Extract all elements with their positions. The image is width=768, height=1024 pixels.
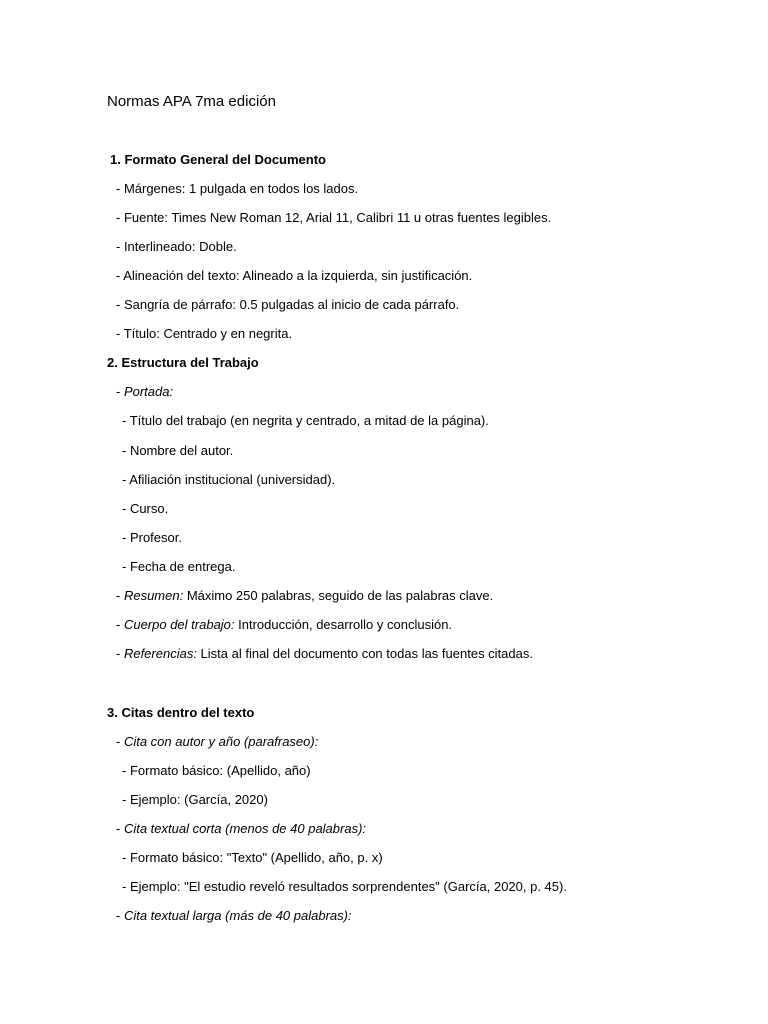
margins-item: - Márgenes: 1 pulgada en todos los lados. — [116, 181, 359, 196]
abstract-label: Resumen: — [123, 588, 184, 603]
body-dash: - — [116, 617, 124, 632]
cover-subitem: - Afiliación institucional (universidad). — [122, 472, 336, 487]
section-2-heading: 2. Estructura del Trabajo — [107, 355, 259, 370]
references-label: Referencias: — [123, 646, 197, 661]
long-quote-label: Cita textual larga (más de 40 palabras): — [123, 908, 352, 923]
cover-subitem: - Nombre del autor. — [122, 443, 234, 458]
font-item: - Fuente: Times New Roman 12, Arial 11, Calibri 11 u otras fuentes legibles. — [116, 210, 552, 225]
section-1-heading: 1. Formato General del Documento — [110, 152, 326, 167]
alignment-item: - Alineación del texto: Alineado a la izquierda, sin justificación. — [116, 268, 473, 283]
cover-item — [116, 383, 173, 401]
short-quote-dash: - — [116, 821, 124, 836]
body-text: Introducción, desarrollo y conclusión. — [234, 617, 453, 632]
paraphrase-item — [116, 733, 318, 751]
document-title: Normas APA 7ma edición — [107, 93, 276, 110]
spacing-item: - Interlineado: Doble. — [116, 239, 237, 254]
abstract-text: Máximo 250 palabras, seguido de las palabras clave. — [183, 588, 494, 603]
body-item — [116, 616, 452, 634]
abstract-item — [116, 587, 493, 605]
short-quote-format: - Formato básico: "Texto" (Apellido, año, p. x) — [122, 850, 383, 865]
short-quote-label: Cita textual corta (menos de 40 palabras): — [123, 821, 367, 836]
body-label: Cuerpo del trabajo: — [123, 617, 235, 632]
long-quote-item — [116, 907, 352, 925]
paraphrase-example: - Ejemplo: (García, 2020) — [122, 792, 268, 807]
cover-label: Portada: — [123, 384, 174, 399]
cover-subitem: - Curso. — [122, 501, 169, 516]
cover-dash: - — [116, 384, 124, 399]
title-format-item: - Título: Centrado y en negrita. — [116, 326, 293, 341]
cover-subitem: - Profesor. — [122, 530, 182, 545]
long-quote-dash: - — [116, 908, 124, 923]
paraphrase-label: Cita con autor y año (parafraseo): — [123, 734, 319, 749]
indent-item: - Sangría de párrafo: 0.5 pulgadas al inicio de cada párrafo. — [116, 297, 460, 312]
paraphrase-dash: - — [116, 734, 124, 749]
references-text: Lista al final del documento con todas las fuentes citadas. — [196, 646, 533, 661]
section-3-heading: 3. Citas dentro del texto — [107, 705, 255, 720]
references-dash: - — [116, 646, 124, 661]
short-quote-item — [116, 820, 366, 838]
short-quote-example: - Ejemplo: "El estudio reveló resultados sorprendentes" (García, 2020, p. 45). — [122, 879, 567, 894]
references-item — [116, 645, 533, 663]
abstract-dash: - — [116, 588, 124, 603]
cover-subitem: - Título del trabajo (en negrita y centrado, a mitad de la página). — [122, 413, 489, 428]
cover-subitem: - Fecha de entrega. — [122, 559, 236, 574]
paraphrase-format: - Formato básico: (Apellido, año) — [122, 763, 311, 778]
